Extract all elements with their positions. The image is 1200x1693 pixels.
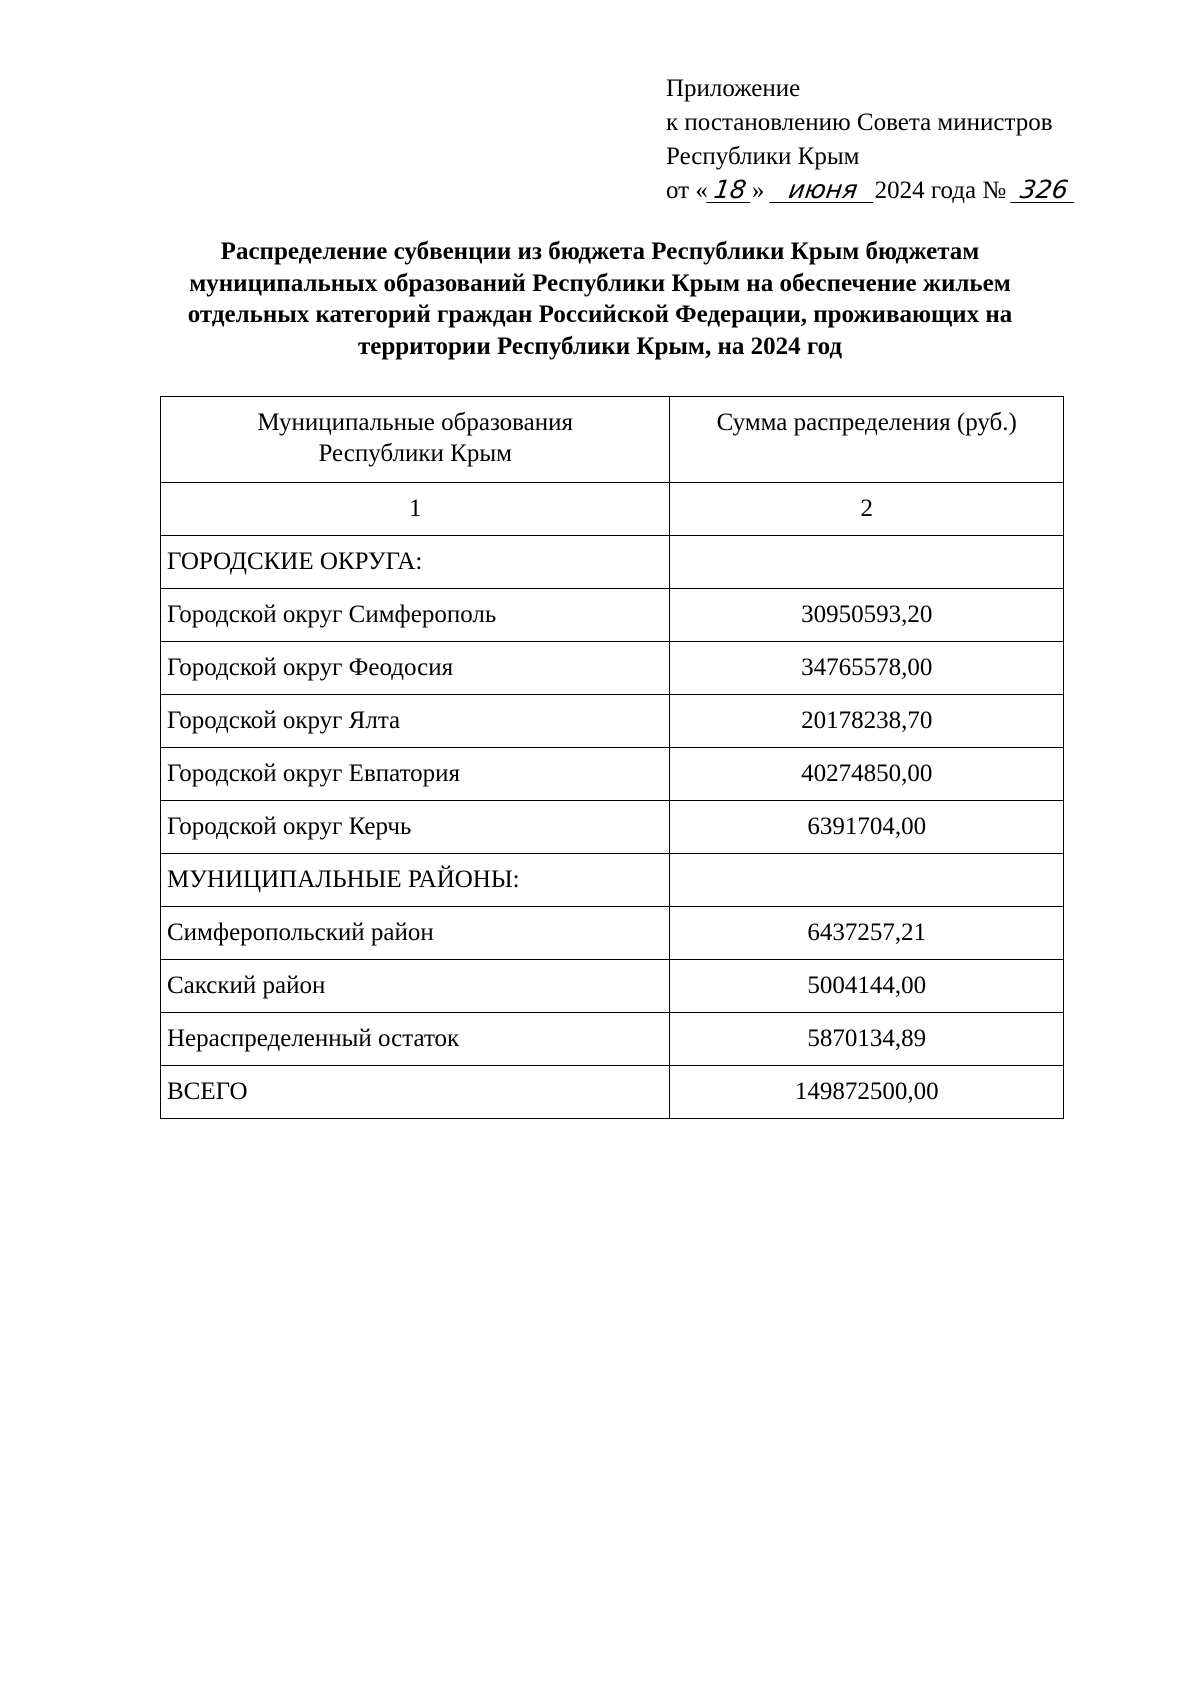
table-row-total [161,1066,1064,1119]
table-row [161,642,1064,695]
table-row [161,907,1064,960]
municipality-name: ГОРОДСКИЕ ОКРУГА: [161,536,670,589]
date-year: 2024 года № [874,177,1007,204]
amount-value: 6437257,21 [670,907,1064,960]
appendix-block [666,72,1076,208]
column-number: 1 [161,483,670,536]
municipality-name: Городской округ Керчь [161,801,670,854]
document-title [150,236,1050,362]
table-row [161,695,1064,748]
header-municipalities-line1: Муниципальные образования [257,409,574,436]
table-row [161,748,1064,801]
municipality-name: Нераспределенный остаток [161,1013,670,1066]
appendix-label: Приложение [666,75,801,102]
amount-value: 40274850,00 [670,748,1064,801]
appendix-republic-line: Республики Крым [666,143,860,170]
amount-value: 5870134,89 [670,1013,1064,1066]
table-row [161,854,1064,907]
table-row [161,960,1064,1013]
handwritten-month: июня [769,178,877,203]
date-mid: » [751,177,765,204]
amount-value: 6391704,00 [670,801,1064,854]
municipality-name: Городской округ Симферополь [161,589,670,642]
municipality-name: Симферопольский район [161,907,670,960]
amount-value [670,536,1064,589]
header-municipalities-line2: Республики Крым [318,440,512,467]
table-row [161,1013,1064,1066]
municipality-name: Городской округ Евпатория [161,748,670,801]
municipality-name: Сакский район [161,960,670,1013]
municipality-name: Городской округ Ялта [161,695,670,748]
amount-value: 5004144,00 [670,960,1064,1013]
total-label: ВСЕГО [161,1066,670,1119]
distribution-table [160,396,1064,1119]
table-row [161,589,1064,642]
amount-value: 20178238,70 [670,695,1064,748]
amount-value [670,854,1064,907]
table-row [161,801,1064,854]
title-line: территории Республики Крым, на 2024 год [357,332,843,360]
amount-value: 34765578,00 [670,642,1064,695]
appendix-date-line [666,174,1076,208]
municipality-name: МУНИЦИПАЛЬНЫЕ РАЙОНЫ: [161,854,670,907]
column-number-row [161,483,1064,536]
municipality-name: Городской округ Феодосия [161,642,670,695]
handwritten-day: 18 [706,178,754,203]
amount-value: 30950593,20 [670,589,1064,642]
title-line: муниципальных образований Республики Крым на обеспечение жильем [189,269,1011,297]
table-row [161,536,1064,589]
column-number: 2 [670,483,1064,536]
header-municipalities [161,397,670,483]
table-header-row [161,397,1064,483]
handwritten-doc-number: 326 [1011,178,1079,203]
title-line: отдельных категорий граждан Российской Федерации, проживающих на [187,301,1013,328]
header-amount: Сумма распределения (руб.) [670,397,1064,483]
appendix-resolution-line: к постановлению Совета министров [666,109,1053,136]
total-value: 149872500,00 [670,1066,1064,1119]
date-prefix: от « [666,177,708,204]
title-line: Распределение субвенции из бюджета Республики Крым бюджетам [220,238,980,265]
